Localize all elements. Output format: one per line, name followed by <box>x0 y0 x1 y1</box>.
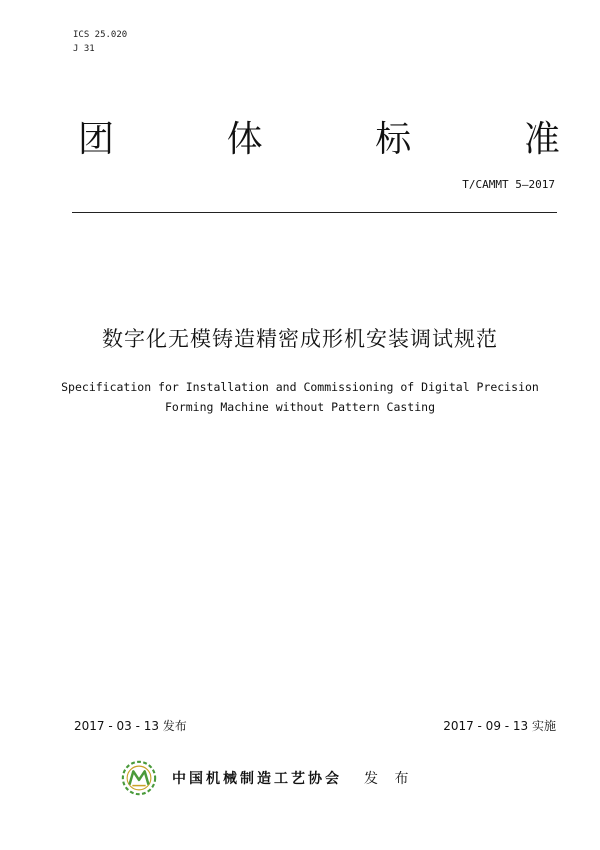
title-english-line-2: Forming Machine without Pattern Casting <box>164 400 436 414</box>
standard-type-heading <box>74 116 564 164</box>
standard-type-char: 标 <box>375 119 412 160</box>
header-divider <box>72 212 557 213</box>
publish-date: 2017 - 03 - 13 发布 <box>74 719 187 733</box>
title-english-line-1: Specification for Installation and Commissioning of Digital Precision <box>61 380 539 394</box>
standard-type-char: 准 <box>523 119 560 160</box>
implement-date: 2017 - 09 - 13 实施 <box>443 719 556 733</box>
title-chinese: 数字化无模铸造精密成形机安装调试规范 <box>102 327 498 351</box>
association-logo-icon <box>120 759 158 797</box>
issuer-name: 中国机械制造工艺协会 <box>172 771 342 787</box>
ccs-code: J 31 <box>73 44 95 54</box>
classification-codes <box>73 28 127 56</box>
issuer-suffix: 发 布 <box>364 771 415 787</box>
standard-type-char: 团 <box>77 119 114 160</box>
standard-number: T/CAMMT 5—2017 <box>462 178 555 191</box>
ics-code: ICS 25.020 <box>73 30 128 40</box>
title-english <box>0 377 600 417</box>
issuer-block <box>120 760 414 796</box>
standard-type-char: 体 <box>226 119 263 160</box>
